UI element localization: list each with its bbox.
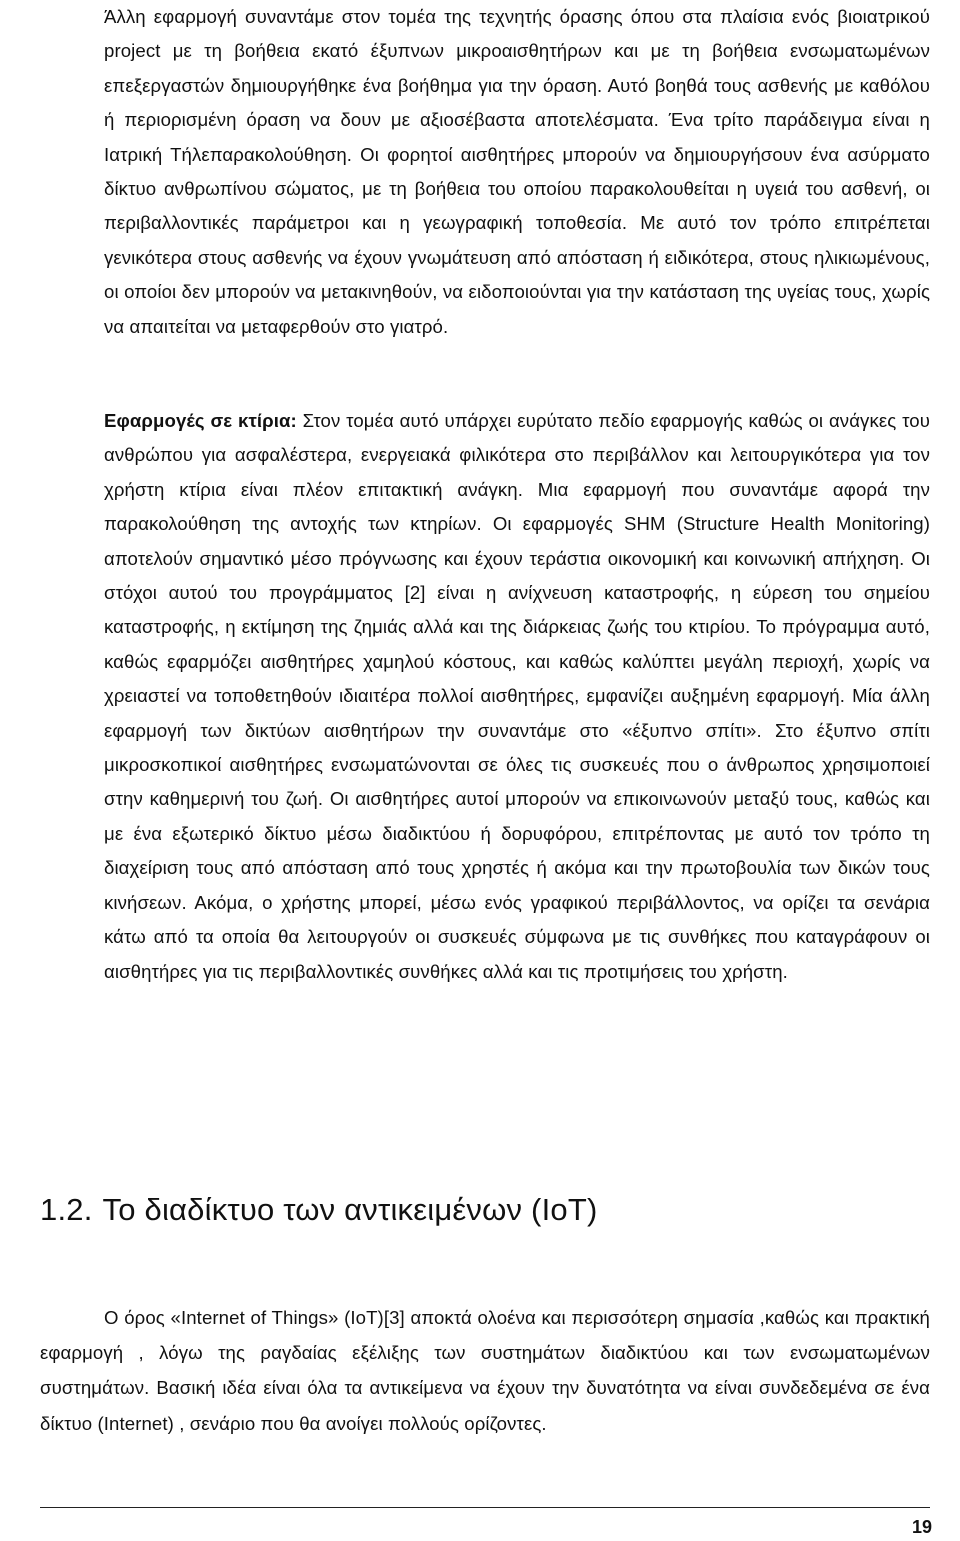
paragraph-lead-term: Εφαρμογές σε κτίρια: xyxy=(104,410,297,431)
footer-divider xyxy=(40,1507,930,1508)
paragraph-body-text: Στον τομέα αυτό υπάρχει ευρύτατο πεδίο εφαρμογής καθώς οι ανάγκες του ανθρώπου για ασφαλέστερα, ενεργειακά φιλικότερα στο περιβάλλον και λειτουργικότερα για τον χρήστη κτίρια είναι πλέον επιτακτική ανάγκη. Μια εφαρμογή που συναντάμε αφορά την παρακολούθηση της αντοχής των κτηρίων. Οι εφαρμογές SHM (Structure Health Monitoring) αποτελούν σημαντικό μέσο πρόγνωσης και έχουν τεράστια οικονομική και κοινωνική απήχηση. Οι στόχοι αυτού του προγράμματος [2] είναι η ανίχνευση καταστροφής, η εύρεση του σημείου καταστροφής, η εκτίμηση της ζημιάς αλλά και της διάρκειας ζωής του κτιρίου. Το πρόγραμμα αυτό, καθώς εφαρμόζει αισθητήρες χαμηλού κόστους, και καθώς καλύπτει μεγάλη περιοχή, χωρίς να χρειαστεί να τοποθετηθούν ιδιαιτέρα πολλοί αισθητήρες, εμφανίζει αυξημένη εφαρμογή. Μία άλλη εφαρμογή των δικτύων αισθητήρων την συναντάμε στο «έξυπνο σπίτι». Στο έξυπνο σπίτι μικροσκοπικοί αισθητήρες ενσωματώνονται σε όλες τις συσκευές που ο άνθρωπος χρησιμοποιεί στην καθημερινή του ζωή. Οι αισθητήρες αυτοί μπορούν να επικοινωνούν μεταξύ τους, καθώς και με ένα εξωτερικό δίκτυο μέσω διαδικτύου ή δορυφόρου, επιτρέποντας με αυτό τον τρόπο τη διαχείριση τους από απόσταση από τους χρηστές ή ακόμα και την πρωτοβουλία των δικών τους κινήσεων. Ακόμα, ο χρήστης μπορεί, μέσω ενός γραφικού περιβάλλοντος, να ορίζει τα σενάρια κάτω από τα οποία θα λειτουργούν οι συσκευές σύμφωνα με τις συνθήκες που καταγράφουν οι αισθητήρες για τις περιβαλλοντικές συνθήκες αλλά και τις προτιμήσεις του χρήστη. xyxy=(104,410,930,982)
paragraph-building-applications xyxy=(104,404,930,989)
section-title: Το διαδίκτυο των αντικειμένων (IoT) xyxy=(102,1192,598,1227)
section-heading xyxy=(40,1186,597,1234)
paragraph-medical-applications: Άλλη εφαρμογή συναντάμε στον τομέα της τεχνητής όρασης όπου στα πλαίσια ενός βιοιατρικού project με τη βοήθεια εκατό έξυπνων μικροαισθητήρων και με τη βοήθεια ενσωματωμένων επεξεργαστών δημιουργήθηκε ένα βοήθημα για την όραση. Αυτό βοηθά τους ασθενής με καθόλου ή περιορισμένη όραση να δουν με αξιοσέβαστα αποτελέσματα. Ένα τρίτο παράδειγμα είναι η Ιατρική Τήλεπαρακολούθηση. Οι φορητοί αισθητήρες μπορούν να δημιουργήσουν ένα ασύρματο δίκτυο ανθρωπίνου σώματος, με τη βοήθεια του οποίου παρακολουθείται η υγειά του ασθενή, οι περιβαλλοντικές παράμετροι και η γεωγραφική τοποθεσία. Με αυτό τον τρόπο επιτρέπεται γενικότερα στους ασθενής να έχουν γνωμάτευση από απόσταση ή ειδικότερα, στους ηλικιωμένους, οι οποίοι δεν μπορούν να μετακινηθούν, να ειδοποιούνται για την κατάσταση της υγείας τους, χωρίς να απαιτείται να μεταφερθούν στο γιατρό. xyxy=(104,6,930,337)
section-number: 1.2. xyxy=(40,1192,93,1227)
paragraph-iot-intro: Ο όρος «Internet of Things» (IoT)[3] αποκτά ολοένα και περισσότερη σημασία ,καθώς και πρακτική εφαρμογή , λόγω της ραγδαίας εξέλιξης των συστημάτων διαδικτύου και των ενσωματωμένων συστημάτων. Βασική ιδέα είναι όλα τα αντικείμενα να έχουν την δυνατότητα να είναι συνδεδεμένα σε ένα δίκτυο (Internet) , σενάριο που θα ανοίγει πολλούς ορίζοντες. xyxy=(40,1307,930,1434)
page-number: 19 xyxy=(911,1517,932,1537)
